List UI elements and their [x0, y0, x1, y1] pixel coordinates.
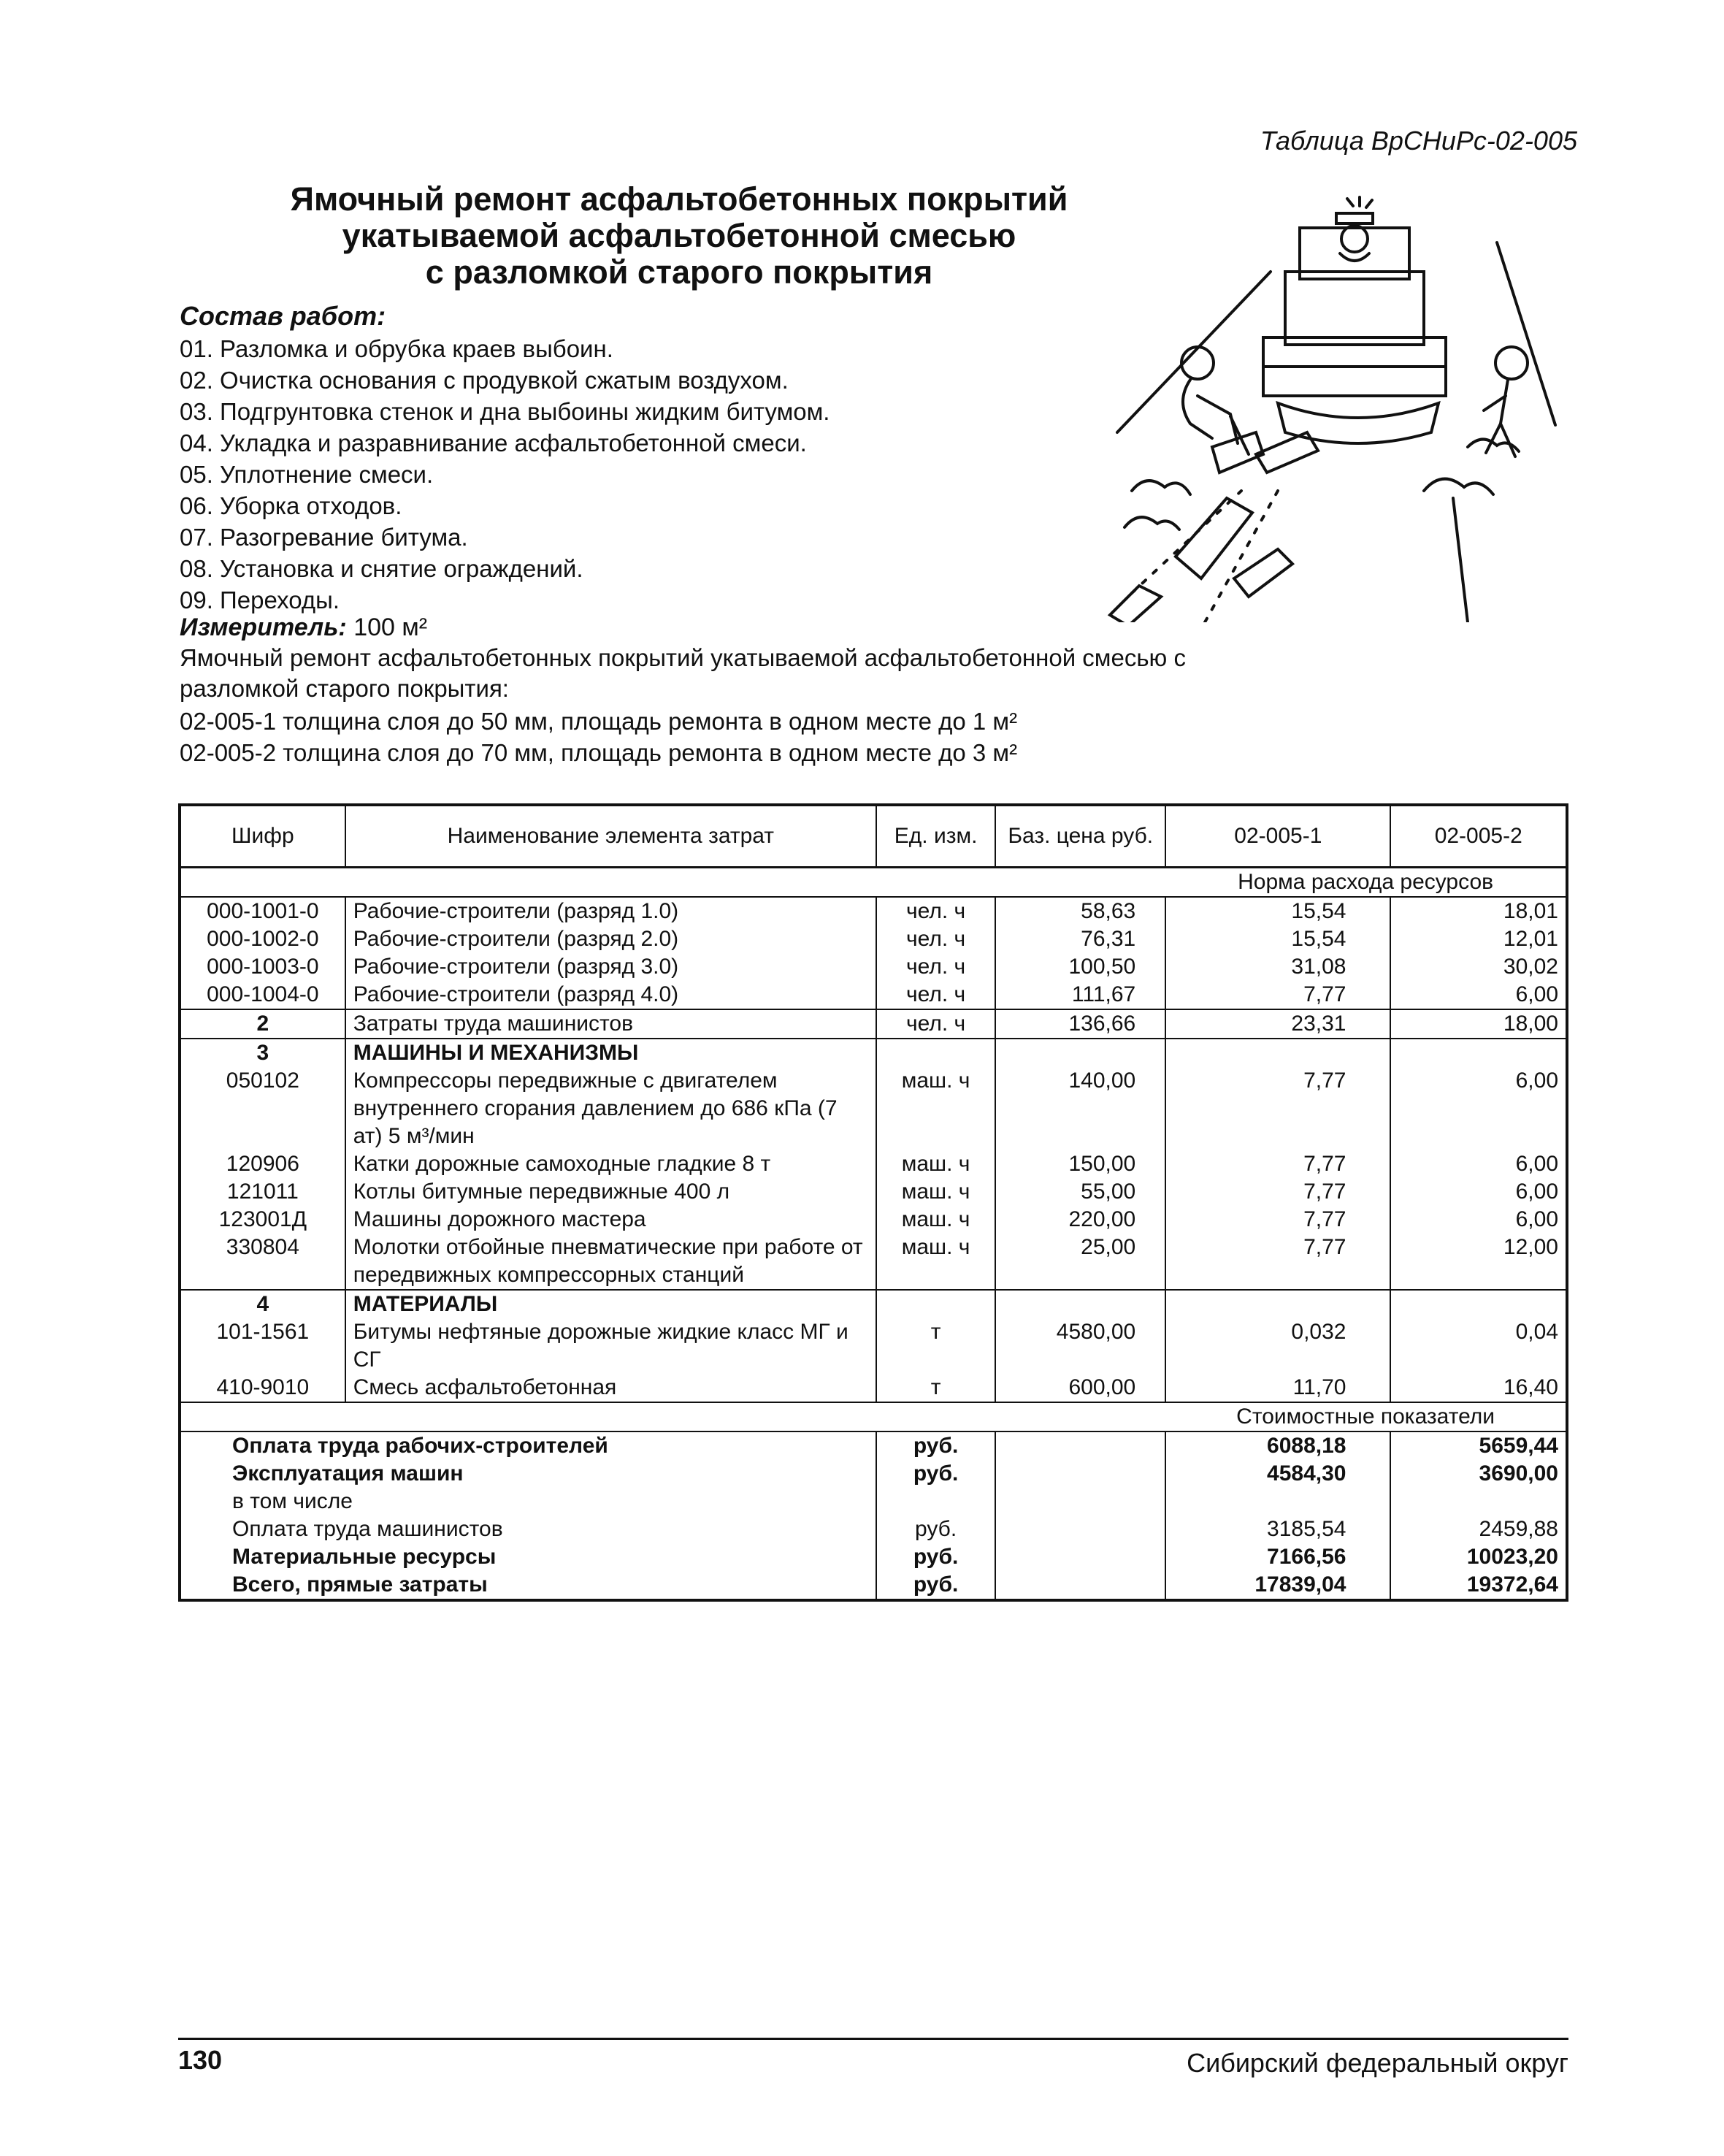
table-row [180, 1009, 1567, 1039]
cost-variant-1: 17839,04 [1165, 1571, 1390, 1600]
table-row [180, 1150, 1567, 1178]
variant-item: 02-005-2 толщина слоя до 70 мм, площадь ремонта в одном месте до 3 м² [180, 739, 1018, 766]
cost-row [180, 1515, 1567, 1543]
norms-section-row [180, 868, 1567, 898]
table-row [180, 981, 1567, 1009]
unit-cell: маш. ч [876, 1150, 995, 1178]
unit-cell: чел. ч [876, 897, 995, 925]
name-cell: Рабочие-строители (разряд 3.0) [345, 953, 876, 981]
cost-unit [876, 1488, 995, 1515]
document-title [161, 181, 1198, 291]
cost-variant-1: 6088,18 [1165, 1431, 1390, 1460]
variant-1-cell: 7,77 [1165, 1067, 1390, 1150]
name-cell: Компрессоры передвижные с двигателем внутреннего сгорания давлением до 686 кПа (7 ат) 5 м³/мин [345, 1067, 876, 1150]
variant-2-cell: 6,00 [1390, 1150, 1567, 1178]
variant-list [180, 706, 1017, 768]
cost-unit: руб. [876, 1431, 995, 1460]
price-cell: 150,00 [995, 1150, 1165, 1178]
header-code: Шифр [231, 824, 294, 848]
footer-region: Сибирский федеральный округ [1187, 2048, 1568, 2078]
variant-1-cell: 7,77 [1165, 1234, 1390, 1290]
price-cell: 111,67 [995, 981, 1165, 1009]
unit-cell: маш. ч [876, 1234, 995, 1290]
work-item: 05. Уплотнение смеси. [180, 461, 434, 488]
variant-1-cell: 23,31 [1165, 1009, 1390, 1039]
table-row [180, 1206, 1567, 1234]
name-cell: Рабочие-строители (разряд 2.0) [345, 925, 876, 953]
variant-1-cell: 15,54 [1165, 925, 1390, 953]
norms-label: Норма расхода ресурсов [1165, 868, 1567, 898]
unit-cell: чел. ч [876, 981, 995, 1009]
work-item: 03. Подгрунтовка стенок и дна выбоины жидким битумом. [180, 398, 830, 425]
price-cell: 600,00 [995, 1374, 1165, 1402]
header-variant-1: 02-005-1 [1165, 805, 1390, 868]
cost-row [180, 1488, 1567, 1515]
cost-variant-2: 10023,20 [1390, 1543, 1567, 1571]
page-number: 130 [178, 2045, 223, 2075]
work-item: 07. Разогревание битума. [180, 524, 468, 551]
header-unit: Ед. изм. [876, 805, 995, 868]
work-item: 01. Разломка и обрубка краев выбоин. [180, 335, 613, 362]
title-line-3: с разломкой старого покрытия [425, 253, 933, 291]
code-cell: 050102 [226, 1069, 299, 1093]
variant-1-cell: 7,77 [1165, 1206, 1390, 1234]
unit-cell: маш. ч [876, 1067, 995, 1150]
name-cell: Смесь асфальтобетонная [345, 1374, 876, 1402]
section-header-row [180, 1290, 1567, 1318]
name-cell: Рабочие-строители (разряд 1.0) [345, 897, 876, 925]
cost-name: Эксплуатация машин [232, 1461, 464, 1486]
work-item: 08. Установка и снятие ограждений. [180, 555, 583, 582]
section-title: МАШИНЫ И МЕХАНИЗМЫ [345, 1039, 876, 1067]
cost-row [180, 1543, 1567, 1571]
code-cell: 101-1561 [216, 1320, 310, 1344]
code-cell: 123001Д [218, 1207, 307, 1231]
cost-unit: руб. [876, 1571, 995, 1600]
unit-cell: т [876, 1374, 995, 1402]
variant-2-cell: 6,00 [1390, 1067, 1567, 1150]
code-cell: 000-1001-0 [180, 897, 345, 925]
table-row [180, 1178, 1567, 1206]
header-name: Наименование элемента затрат [345, 805, 876, 868]
price-cell: 100,50 [995, 953, 1165, 981]
unit-cell: маш. ч [876, 1178, 995, 1206]
variant-2-cell: 30,02 [1390, 953, 1567, 981]
work-item: 06. Уборка отходов. [180, 492, 402, 519]
unit-cell: т [876, 1318, 995, 1374]
cost-row [180, 1431, 1567, 1460]
cost-label: Стоимостные показатели [1165, 1402, 1567, 1431]
name-cell: Машины дорожного мастера [345, 1206, 876, 1234]
resource-cost-table [178, 803, 1568, 1602]
cost-name: Оплата труда машинистов [232, 1517, 503, 1541]
work-item: 09. Переходы. [180, 586, 340, 613]
variant-1-cell: 31,08 [1165, 953, 1390, 981]
cost-variant-2 [1390, 1488, 1567, 1515]
variant-2-cell: 12,00 [1390, 1234, 1567, 1290]
title-line-2: укатываемой асфальтобетонной смесью [342, 217, 1016, 254]
work-item: 02. Очистка основания с продувкой сжатым воздухом. [180, 367, 789, 394]
section-code: 3 [180, 1039, 345, 1067]
cost-unit: руб. [876, 1460, 995, 1488]
table-row [180, 1318, 1567, 1374]
code-cell: 330804 [226, 1235, 299, 1259]
variant-1-cell: 11,70 [1165, 1374, 1390, 1402]
variant-item: 02-005-1 толщина слоя до 50 мм, площадь ремонта в одном месте до 1 м² [180, 708, 1018, 735]
variant-1-cell: 0,032 [1165, 1318, 1390, 1374]
unit-cell: маш. ч [876, 1206, 995, 1234]
price-cell: 140,00 [995, 1067, 1165, 1150]
footer-divider [178, 2038, 1568, 2040]
cost-name: Оплата труда рабочих-строителей [180, 1431, 876, 1460]
name-cell: Молотки отбойные пневматические при работе от передвижных компрессорных станций [345, 1234, 876, 1290]
cost-name: Материальные ресурсы [232, 1545, 497, 1569]
cost-variant-2: 5659,44 [1390, 1431, 1567, 1460]
meter-value: 100 м² [353, 613, 428, 641]
variant-1-cell: 7,77 [1165, 1150, 1390, 1178]
variant-2-cell: 0,04 [1390, 1318, 1567, 1374]
cost-variant-1: 3185,54 [1165, 1515, 1390, 1543]
table-row [180, 1067, 1567, 1150]
cost-row [180, 1571, 1567, 1600]
price-cell: 25,00 [995, 1234, 1165, 1290]
section-title: МАТЕРИАЛЫ [345, 1290, 876, 1318]
work-item: 04. Укладка и разравнивание асфальтобетонной смеси. [180, 429, 807, 456]
variant-1-cell: 7,77 [1165, 1178, 1390, 1206]
table-row [180, 897, 1567, 925]
name-cell: Рабочие-строители (разряд 4.0) [345, 981, 876, 1009]
price-cell: 136,66 [995, 1009, 1165, 1039]
table-row [180, 1234, 1567, 1290]
code-cell: 410-9010 [216, 1375, 310, 1399]
price-cell: 4580,00 [995, 1318, 1165, 1374]
section-header-row [180, 1039, 1567, 1067]
cost-name: Всего, прямые затраты [232, 1572, 488, 1597]
price-cell: 58,63 [995, 897, 1165, 925]
work-composition-heading: Состав работ: [180, 301, 386, 331]
cost-variant-2: 2459,88 [1390, 1515, 1567, 1543]
cost-unit: руб. [876, 1543, 995, 1571]
road-repair-illustration [1088, 184, 1585, 622]
variant-2-cell: 12,01 [1390, 925, 1567, 953]
cost-variant-2: 3690,00 [1390, 1460, 1567, 1488]
code-cell: 2 [180, 1009, 345, 1039]
cost-unit: руб. [876, 1515, 995, 1543]
title-line-1: Ямочный ремонт асфальтобетонных покрытий [290, 180, 1068, 218]
table-row [180, 1374, 1567, 1402]
cost-variant-1 [1165, 1488, 1390, 1515]
table-header-row [180, 805, 1567, 868]
meter-label: Измеритель: [180, 613, 347, 641]
code-cell: 000-1004-0 [207, 982, 319, 1006]
variant-2-cell: 6,00 [1390, 981, 1567, 1009]
description-text: Ямочный ремонт асфальтобетонных покрытий укатываемой асфальтобетонной смесью с разломкой старого покрытия: [180, 644, 1186, 702]
variant-2-cell: 6,00 [1390, 1178, 1567, 1206]
header-variant-2: 02-005-2 [1390, 805, 1567, 868]
code-cell: 120906 [226, 1152, 299, 1176]
name-cell: Котлы битумные передвижные 400 л [345, 1178, 876, 1206]
cost-name: в том числе [232, 1489, 353, 1513]
code-cell: 121011 [226, 1180, 299, 1204]
variant-2-cell: 18,01 [1390, 897, 1567, 925]
cost-section-row [180, 1402, 1567, 1431]
cost-row [180, 1460, 1567, 1488]
price-cell: 55,00 [995, 1178, 1165, 1206]
price-cell: 76,31 [995, 925, 1165, 953]
cost-variant-1: 7166,56 [1165, 1543, 1390, 1571]
name-cell: Битумы нефтяные дорожные жидкие класс МГ и СГ [345, 1318, 876, 1374]
unit-cell: чел. ч [876, 953, 995, 981]
variant-2-cell: 16,40 [1390, 1374, 1567, 1402]
work-composition-list [180, 333, 830, 616]
table-row [180, 953, 1567, 981]
cost-variant-2: 19372,64 [1390, 1571, 1567, 1600]
variant-2-cell: 6,00 [1390, 1206, 1567, 1234]
variant-1-cell: 15,54 [1165, 897, 1390, 925]
header-base-price: Баз. цена руб. [995, 805, 1165, 868]
table-row [180, 925, 1567, 953]
name-cell: Затраты труда машинистов [345, 1009, 876, 1039]
cost-variant-1: 4584,30 [1165, 1460, 1390, 1488]
measurement-unit [180, 613, 427, 642]
variant-2-cell: 18,00 [1390, 1009, 1567, 1039]
code-cell: 000-1003-0 [207, 955, 319, 979]
variant-1-cell: 7,77 [1165, 981, 1390, 1009]
section-code: 4 [180, 1290, 345, 1318]
name-cell: Катки дорожные самоходные гладкие 8 т [345, 1150, 876, 1178]
unit-cell: чел. ч [876, 1009, 995, 1039]
code-cell: 000-1002-0 [207, 927, 319, 951]
unit-cell: чел. ч [876, 925, 995, 953]
table-reference: Таблица ВрСНиРс-02-005 [1260, 126, 1577, 156]
price-cell: 220,00 [995, 1206, 1165, 1234]
